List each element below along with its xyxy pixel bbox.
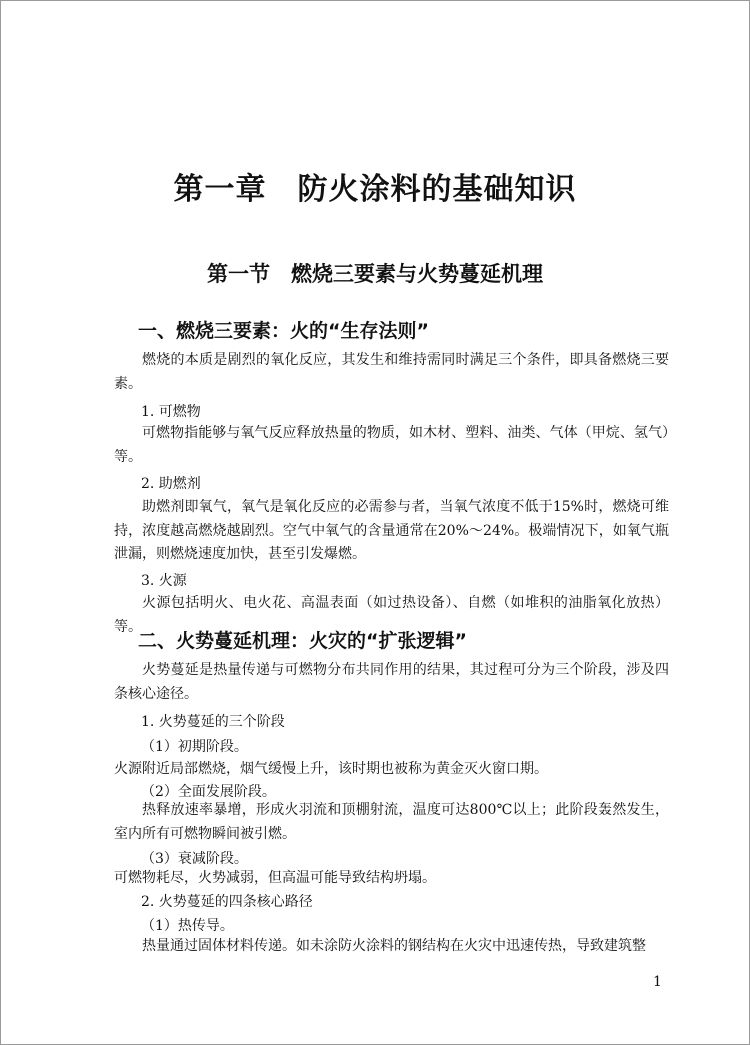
sub1-title: 1. 火势蔓延的三个阶段: [141, 714, 285, 730]
path1-title: （1）热传导。: [141, 918, 234, 934]
stage1-title: （1）初期阶段。: [141, 739, 248, 755]
stage2-text: 热释放速率暴增，形成火羽流和顶棚射流，温度可达800℃以上；此阶段轰然发生，室内所有可燃物瞬间被引燃。: [114, 802, 669, 842]
stage3-title: （3）衰减阶段。: [141, 851, 248, 867]
stage3-text: 可燃物耗尽，火势减弱，但高温可能导致结构坍塌。: [114, 870, 436, 886]
path1-text: 热量通过固体材料传递。如未涂防火涂料的钢结构在火灾中迅速传热，导致建筑整: [142, 938, 646, 954]
item3-text: 火源包括明火、电火花、高温表面（如过热设备）、自燃（如堆积的油脂氧化放热）等。: [114, 595, 669, 635]
part1-heading: 一、燃烧三要素：火的“生存法则”: [138, 320, 429, 342]
item3-title: 3. 火源: [141, 573, 187, 589]
part2-heading: 二、火势蔓延机理：火灾的“扩张逻辑”: [138, 630, 467, 652]
item2-text: 助燃剂即氧气，氧气是氧化反应的必需参与者，当氧气浓度不低于15%时，燃烧可维持，浓度越高燃烧越剧烈。空气中氧气的含量通常在20%～24%。极端情况下，如氧气瓶泄漏，则燃烧速度加快，甚至引发爆燃。: [114, 499, 669, 562]
section-title: 第一节 燃烧三要素与火势蔓延机理: [207, 262, 543, 286]
page-number: 1: [653, 974, 662, 990]
part2-intro: 火势蔓延是热量传递与可燃物分布共同作用的结果，其过程可分为三个阶段，涉及四条核心途径。: [114, 662, 669, 702]
stage1-text: 火源附近局部燃烧，烟气缓慢上升，该时期也被称为黄金灭火窗口期。: [114, 761, 548, 777]
item2-title: 2. 助燃剂: [141, 476, 201, 492]
stage2-title: （2）全面发展阶段。: [141, 784, 276, 800]
chapter-title: 第一章 防火涂料的基础知识: [173, 172, 577, 207]
sub2-title: 2. 火势蔓延的四条核心路径: [141, 894, 313, 910]
item1-text: 可燃物指能够与氧气反应释放热量的物质，如木材、塑料、油类、气体（甲烷、氢气）等。: [114, 425, 669, 465]
part1-intro: 燃烧的本质是剧烈的氧化反应，其发生和维持需同时满足三个条件，即具备燃烧三要素。: [114, 352, 669, 392]
item1-title: 1. 可燃物: [141, 404, 201, 420]
